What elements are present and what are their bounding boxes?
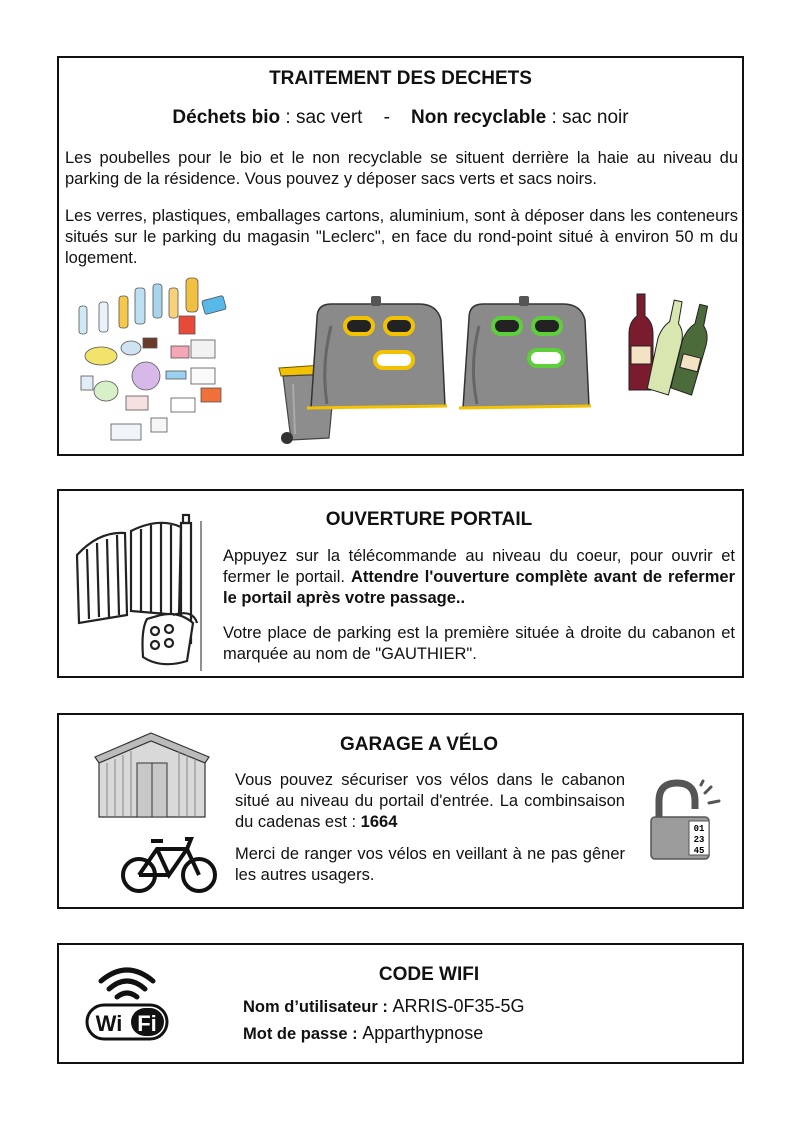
bike-paragraph-1-text: Vous pouvez sécuriser vos vélos dans le cabanon situé au niveau du portail d'entrée. La combinsaison du cadenas est :: [235, 771, 625, 831]
wifi-password-row: [243, 1023, 483, 1044]
waste-paragraph-1: Les poubelles pour le bio et le non recyclable se situent derrière la haie au niveau du parking de la résidence. Vous pouvez y déposer sacs verts et sacs noirs.: [65, 149, 738, 188]
recyclables-pile-icon: [71, 276, 236, 446]
yellow-recycling-container-icon: [307, 296, 447, 418]
gate-paragraph-2: Votre place de parking est la première située à droite du cabanon et marquée au nom de "GAUTHIER".: [223, 624, 735, 663]
bike-paragraph-2: Merci de ranger vos vélos en veillant à ne pas gêner les autres usagers.: [235, 845, 625, 884]
bike-paragraph-1: [235, 770, 625, 833]
wifi-username-label: Nom d’utilisateur :: [243, 998, 393, 1016]
wifi-username-row: [243, 996, 524, 1017]
lock-digits-2: 23: [693, 835, 705, 845]
waste-paragraph-2: Les verres, plastiques, emballages cartons, aluminium, sont à déposer dans les conteneurs situés sur le parking du magasin "Leclerc", en face du rond-point situé à environ 50 m du logement.: [65, 207, 738, 267]
bike-title: GARAGE A VÉLO: [340, 734, 498, 755]
wifi-title: CODE WIFI: [378, 964, 480, 985]
gate-remote-icon: [69, 511, 207, 669]
bike-section: [57, 713, 744, 909]
wifi-section: [57, 943, 744, 1064]
nonrecyc-value: : sac noir: [546, 107, 629, 128]
wifi-logo-text-right: Fi: [137, 1011, 157, 1036]
gate-paragraph-1-bold: Attendre l'ouverture complète avant de refermer le portail après votre passage..: [223, 568, 736, 607]
gate-title: OUVERTURE PORTAIL: [325, 509, 533, 530]
waste-title: TRAITEMENT DES DECHETS: [269, 68, 532, 89]
waste-section: [57, 56, 744, 456]
gate-paragraph-1: [223, 546, 735, 609]
green-glass-container-icon: [459, 296, 591, 418]
waste-subtitle: [59, 107, 742, 129]
combination-lock-icon: [647, 781, 727, 863]
nonrecyc-label: Non recyclable: [411, 107, 547, 128]
shed-icon: [93, 729, 211, 821]
wifi-logo-text-left: Wi: [95, 1011, 123, 1036]
lock-digits-3: 45: [693, 846, 705, 856]
bio-value: : sac vert: [280, 107, 363, 128]
bicycle-icon: [121, 833, 217, 895]
wifi-username-value: ARRIS-0F35-5G: [392, 996, 525, 1016]
lock-code: 1664: [360, 813, 398, 831]
wine-bottles-icon: [619, 294, 715, 394]
gate-paragraph-1-text: Appuyez sur la télécommande au niveau du coeur, pour ouvrir et fermer le portail.: [223, 547, 735, 586]
subtitle-separator: -: [383, 107, 390, 128]
wifi-password-label: Mot de passe :: [243, 1025, 363, 1043]
lock-digits-1: 01: [693, 824, 705, 834]
gate-section: [57, 489, 744, 678]
bio-label: Déchets bio: [172, 107, 281, 128]
wifi-password-value: Apparthypnose: [362, 1023, 484, 1043]
wifi-logo-icon: [85, 959, 169, 1043]
